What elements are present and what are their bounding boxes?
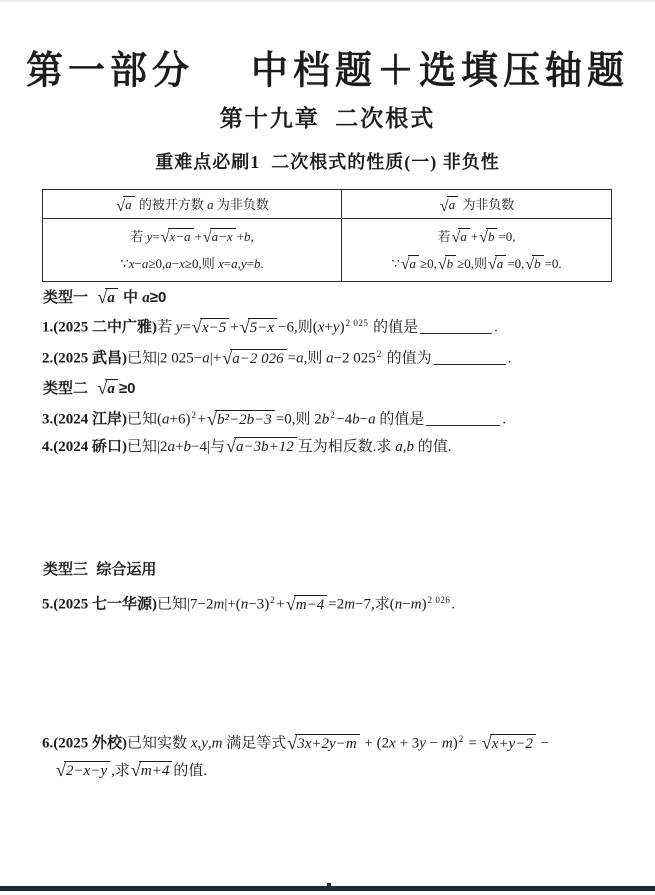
text-run: 为非负数 [459, 197, 515, 213]
text-run: a [165, 256, 172, 271]
text-run: −4 [336, 411, 353, 428]
text-run: + [197, 411, 206, 428]
text-run: 的值. [414, 439, 452, 455]
radicand: x−a [168, 228, 194, 245]
text-run: ) [339, 319, 345, 336]
text-run: = [464, 735, 481, 752]
text-run: x [389, 735, 396, 752]
text-run: , [207, 735, 212, 752]
text-run: n [240, 596, 249, 613]
radical-sign: √ [400, 256, 410, 274]
type-2-heading [43, 377, 135, 398]
text-run: 的值为 [382, 350, 432, 367]
text-run: a [142, 290, 150, 306]
superscript: 2 [270, 595, 276, 605]
text-run: −6,则( [278, 319, 318, 336]
text-run: +6) [169, 411, 191, 428]
radical-sign: √ [225, 436, 236, 457]
radical-expression [287, 731, 359, 757]
text-run: x [179, 256, 185, 271]
problem-6-line-2 [55, 758, 207, 784]
text-run: , [402, 439, 407, 455]
text-run: x [128, 256, 135, 271]
radical-expression [97, 379, 118, 398]
text-run: −7,求( [355, 596, 395, 613]
text-run: 已知实数 [127, 735, 191, 752]
text-run: b [183, 439, 191, 455]
text-run: ,则 [303, 350, 327, 367]
text-run: =0,则 2 [275, 411, 322, 428]
text-run: a [162, 411, 170, 428]
text-run: m [441, 735, 453, 752]
text-run: a [395, 439, 403, 455]
radicand: a [447, 196, 459, 213]
text-run: 类型二 [43, 380, 97, 397]
radicand: a [105, 379, 118, 398]
text-run: 的被开方数 [135, 197, 208, 213]
table-body-row [43, 219, 612, 282]
text-run: a [296, 350, 304, 367]
radical-expression [222, 346, 286, 372]
text-run: ≥0, [420, 256, 437, 271]
radical-sign: √ [160, 229, 170, 247]
text-run: 已知( [127, 411, 162, 428]
text-run: ≥0,则 [184, 256, 218, 271]
radicand: b²−2b−3 [215, 410, 275, 429]
text-run: a [141, 256, 149, 271]
text-run: |+ [209, 350, 222, 367]
problem-5 [42, 587, 455, 618]
text-run: . [494, 319, 498, 336]
radical-sign: √ [202, 229, 212, 247]
radicand: x+y−2 [490, 734, 536, 753]
superscript: 2 [376, 349, 382, 359]
radical-expression [525, 250, 543, 277]
text-run: =0, [498, 229, 516, 244]
table-header-row [43, 190, 612, 219]
text-run: + [194, 229, 202, 244]
table-col1-line1 [49, 223, 335, 250]
text-run: 已知|2 025− [127, 350, 203, 367]
problem-3 [42, 402, 506, 433]
text-run: b [244, 229, 251, 244]
radical-sign: √ [525, 256, 535, 274]
superscript: 2 [330, 410, 336, 420]
radical-sign: √ [222, 348, 233, 369]
radical-expression [161, 223, 194, 250]
text-run: −3) [248, 596, 270, 613]
text-run: 若 [157, 319, 176, 336]
radicand: b [486, 228, 498, 245]
text-run: 的值是 [375, 411, 425, 428]
text-run: a [368, 411, 376, 428]
radical-sign: √ [287, 733, 298, 754]
text-run: − [536, 735, 550, 752]
text-run: . [507, 350, 512, 367]
text-run: ≥0 [118, 380, 136, 397]
radicand: 5−x [248, 318, 277, 337]
radicand: b [445, 255, 457, 272]
text-run: =0. [544, 256, 562, 271]
radical-sign: √ [481, 733, 492, 754]
radical-sign: √ [191, 317, 202, 338]
radicand: 3x+2y−m [295, 734, 359, 753]
text-run: 的值. [173, 763, 208, 779]
text-run: . [451, 596, 456, 613]
text-run: 已知|2 [127, 439, 168, 455]
radical-sign: √ [97, 378, 108, 399]
radicand: a [495, 255, 507, 272]
radical-expression [479, 223, 497, 250]
text-run: |+( [224, 596, 241, 613]
text-run: y [240, 256, 247, 271]
table-col2-header [342, 190, 612, 219]
text-run: −2 025 [333, 350, 376, 367]
table-col2-line2 [348, 250, 605, 277]
radical-expression [286, 592, 328, 618]
text-run: 中 [118, 289, 143, 306]
problem-source-tag: 5.(2025 七一华源) [42, 596, 157, 613]
table-col1-line2 [49, 250, 335, 277]
radical-sign: √ [437, 256, 447, 274]
text-run: a [202, 350, 210, 367]
answer-blank [434, 349, 506, 365]
text-run: y [201, 735, 208, 752]
text-run: ≥0 [149, 289, 167, 306]
text-run: + [236, 229, 245, 244]
radical-expression [452, 223, 470, 250]
radical-sign: √ [206, 409, 217, 430]
text-run: x [317, 319, 325, 336]
radicand: 2−x−y [64, 761, 110, 780]
text-run: ) [452, 735, 458, 752]
text-run: ) [421, 596, 427, 613]
text-run: =0, [507, 256, 525, 271]
problem-source-tag: 3.(2024 江岸) [42, 411, 127, 428]
text-run: = [182, 319, 191, 336]
radicand: m+4 [139, 761, 172, 780]
text-run: 互为相反数.求 [297, 439, 396, 455]
text-run: 为非负数 [213, 197, 269, 213]
answer-blank [426, 410, 500, 426]
text-run: y [175, 319, 183, 336]
problem-source-tag: 2.(2025 武昌) [42, 350, 127, 367]
radical-sign: √ [97, 287, 108, 308]
text-run: 已知|7−2 [157, 596, 214, 613]
radical-expression [438, 250, 456, 277]
radicand: a [458, 228, 470, 245]
problem-6-line-1 [42, 726, 549, 757]
superscript: 2 026 [427, 595, 451, 605]
text-run: + (2 [360, 735, 390, 752]
text-run: + [230, 319, 239, 336]
type-1-heading [43, 286, 166, 307]
text-run: b [254, 256, 261, 271]
radical-sign: √ [451, 229, 461, 247]
text-run: m [211, 735, 223, 752]
page-bottom-edge [0, 886, 655, 891]
radicand: a [123, 196, 135, 213]
radical-expression [226, 434, 297, 460]
radical-expression [240, 315, 277, 341]
text-run: = [287, 350, 297, 367]
radicand: a [105, 288, 118, 307]
radical-sign: √ [479, 229, 488, 247]
table-col1-cell [43, 219, 342, 282]
radical-expression [56, 758, 110, 784]
text-run: − [134, 256, 142, 271]
radical-sign: √ [239, 317, 250, 338]
text-run: 类型一 [43, 289, 97, 306]
radical-expression [482, 731, 536, 757]
text-run: = [246, 256, 254, 271]
text-run: x [190, 735, 198, 752]
text-run: ,求 [111, 763, 130, 779]
radicand: m−4 [294, 595, 327, 614]
text-run: ≥0,则 [457, 256, 488, 271]
type-3-heading [43, 558, 156, 579]
chapter-title: 第十九章 二次根式 [219, 106, 436, 131]
problem-source-tag: 4.(2024 硚口) [42, 439, 127, 455]
text-run: b [352, 411, 360, 428]
text-run: − [402, 596, 411, 613]
table-col2-line1 [348, 223, 605, 250]
radical-sign: √ [285, 594, 296, 615]
problem-1 [42, 310, 498, 341]
text-run: , [250, 229, 254, 244]
text-run: + 3 [395, 735, 420, 752]
text-run: ∵ [391, 256, 400, 271]
radical-expression [116, 196, 134, 214]
radicand: a−2 026 [230, 349, 286, 368]
problem-4 [42, 434, 452, 460]
problem-2 [42, 341, 511, 372]
text-run: + [324, 319, 333, 336]
text-run: . [260, 256, 264, 271]
text-run: a [167, 439, 176, 455]
text-run: − [171, 256, 180, 271]
text-run: y [419, 735, 426, 752]
text-run: = [223, 256, 232, 271]
text-run: , [237, 256, 241, 271]
text-run: −4|与 [190, 439, 225, 455]
text-run: . [502, 411, 507, 428]
radical-sign: √ [439, 197, 449, 215]
page-top-edge [0, 0, 655, 2]
radical-expression [97, 288, 118, 307]
text-run: y [332, 319, 340, 336]
superscript: 2 025 [345, 318, 369, 328]
superscript: 2 [191, 410, 197, 420]
text-run: a [231, 256, 238, 271]
text-run: b [321, 411, 330, 428]
problem-source-tag: 6.(2025 外校) [42, 735, 127, 752]
radical-expression [131, 758, 173, 784]
text-run: 若 [437, 229, 451, 244]
text-run: 类型三 综合运用 [43, 561, 157, 578]
text-run: ≥0, [148, 256, 166, 271]
radical-expression [440, 196, 458, 214]
properties-table [42, 189, 612, 282]
text-run: = [152, 229, 160, 244]
superscript: 2 [458, 734, 464, 744]
problem-source-tag: 1.(2025 二中广雅) [42, 319, 157, 336]
text-run: n [394, 596, 403, 613]
text-run: 若 [130, 229, 147, 244]
text-run: + [276, 596, 285, 613]
text-run: b [406, 439, 415, 455]
radical-expression [207, 407, 275, 433]
text-run: − [359, 411, 369, 428]
radical-sign: √ [116, 197, 126, 215]
text-run: a [326, 350, 334, 367]
text-run: m [344, 596, 356, 613]
answer-blank [420, 318, 492, 334]
text-run: ∵ [120, 256, 129, 271]
section-title: 重难点必刷1 二次根式的性质(一) 非负性 [155, 152, 500, 172]
text-run: , [197, 735, 202, 752]
text-run: y [146, 229, 153, 244]
text-run: m [213, 596, 225, 613]
text-run: =2 [328, 596, 345, 613]
radicand: a−x [210, 228, 236, 245]
radical-expression [488, 250, 506, 277]
text-run: + [470, 229, 479, 244]
radicand: a [408, 255, 420, 272]
text-run: a [207, 197, 214, 213]
text-run: − [425, 735, 442, 752]
radical-expression [401, 250, 419, 277]
table-col2-cell [342, 219, 612, 282]
radical-expression [192, 315, 229, 341]
radical-sign: √ [488, 256, 497, 274]
text-run: 的值是 [369, 319, 419, 336]
radicand: x−5 [200, 318, 229, 337]
text-run: m [410, 596, 422, 613]
radical-expression [203, 223, 236, 250]
radical-sign: √ [130, 760, 141, 781]
radical-sign: √ [56, 760, 67, 781]
table-col1-header [43, 190, 342, 219]
text-run: 满足等式 [222, 735, 287, 752]
text-run: x [218, 256, 224, 271]
radicand: a−3b+12 [234, 437, 297, 456]
part-title: 第一部分 中档题＋选填压轴题 [26, 50, 629, 93]
text-run: + [175, 439, 184, 455]
radicand: b [532, 255, 544, 272]
